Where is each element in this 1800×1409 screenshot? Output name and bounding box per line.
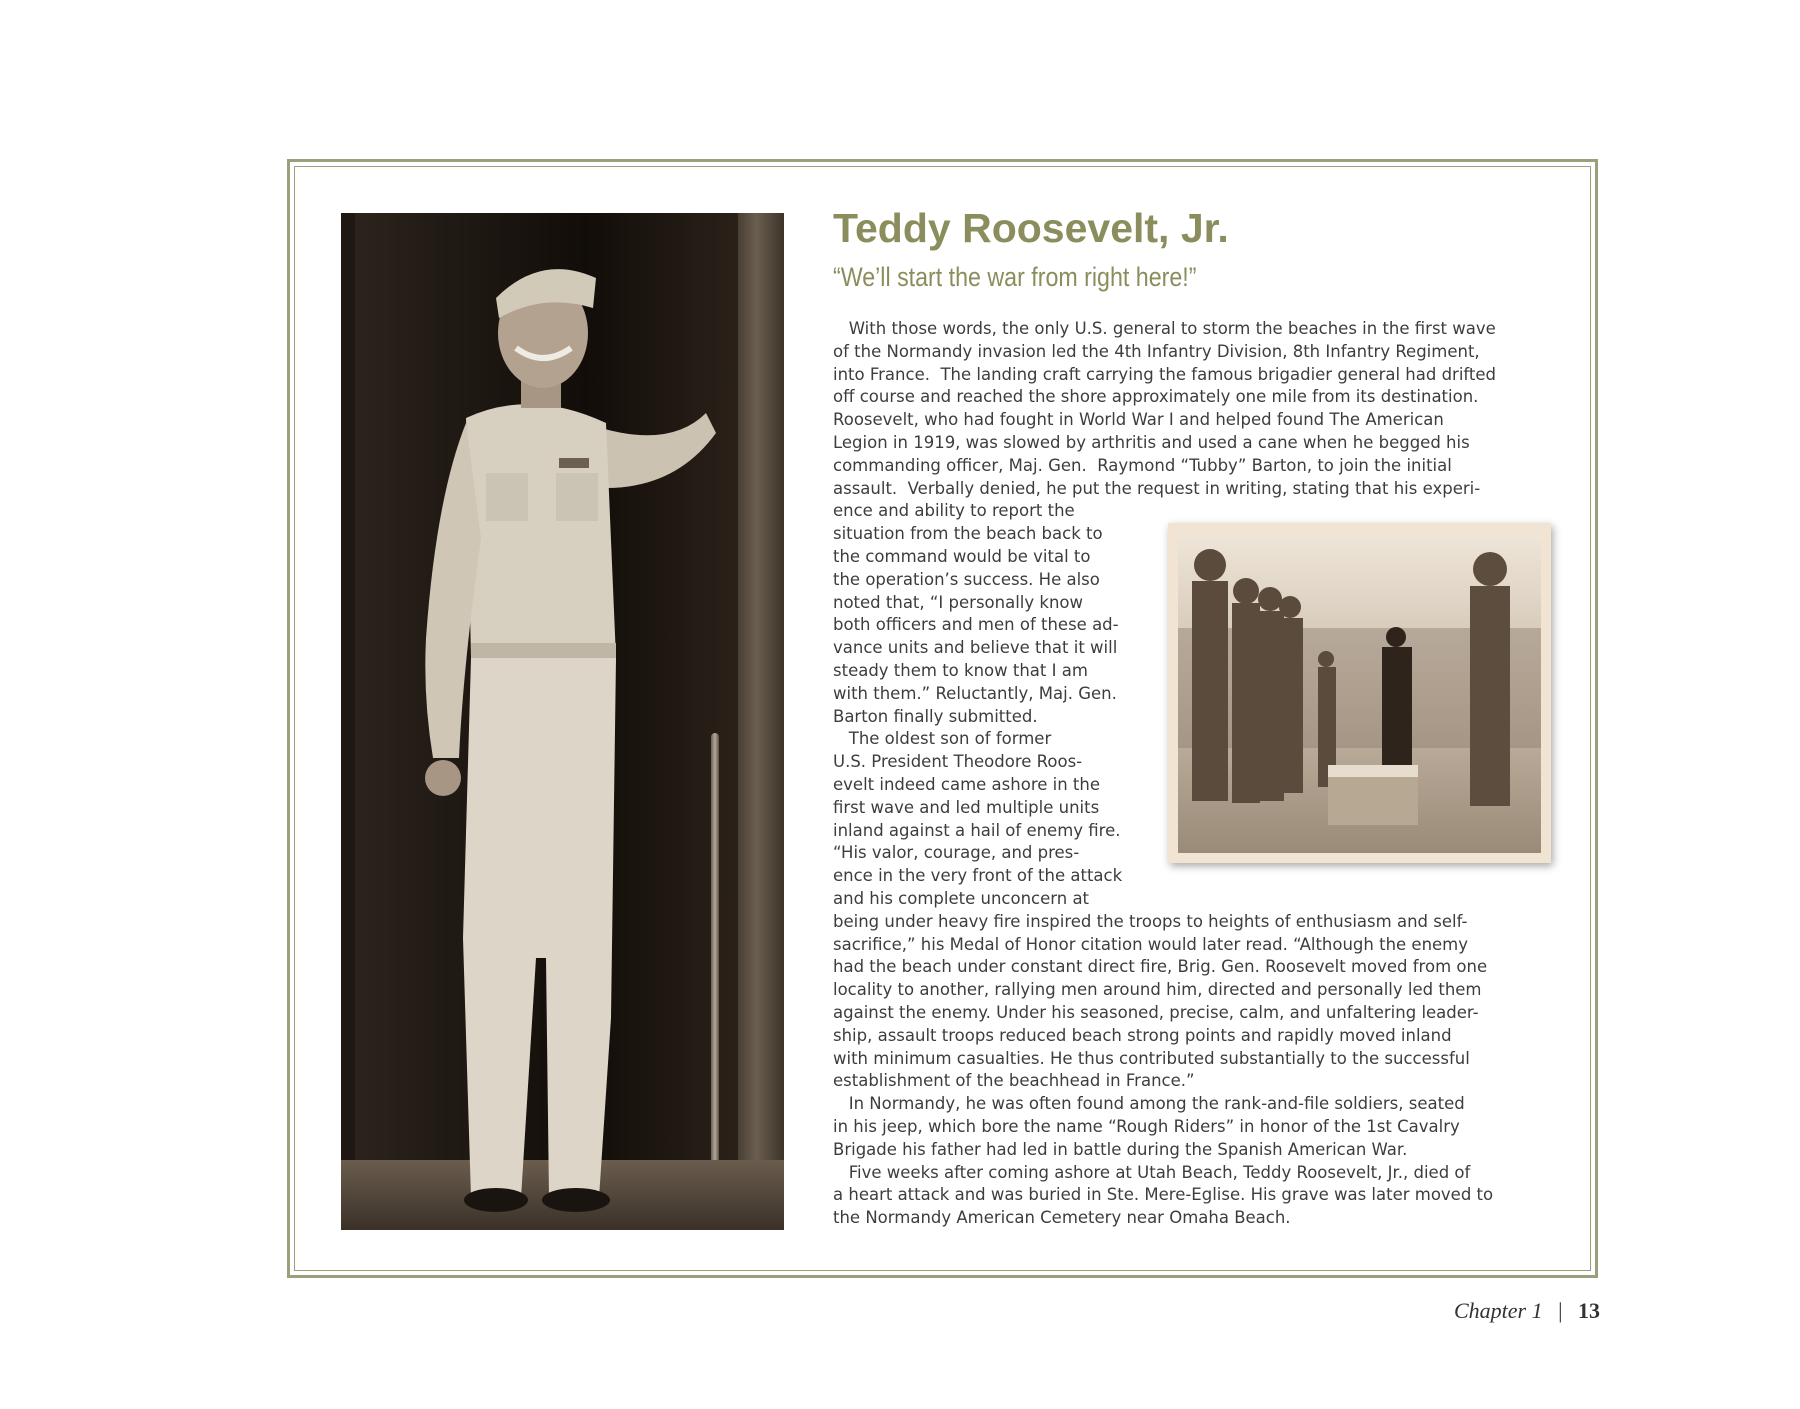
body-line: noted that, “I personally know: [833, 593, 1083, 612]
burial-photo: [1168, 523, 1551, 863]
article-title: Teddy Roosevelt, Jr.: [833, 205, 1229, 251]
body-line: U.S. President Theodore Roos-: [833, 752, 1083, 771]
body-line: “His valor, courage, and pres-: [833, 843, 1080, 862]
body-line: a heart attack and was buried in Ste. Mere-Eglise. His grave was later moved to: [833, 1185, 1494, 1204]
body-line: ence and ability to report the: [833, 501, 1075, 520]
body-line: Five weeks after coming ashore at Utah Beach, Teddy Roosevelt, Jr., died of: [833, 1163, 1471, 1182]
page-footer: [1454, 1298, 1600, 1324]
body-line: evelt indeed came ashore in the: [833, 775, 1100, 794]
body-line: and his complete unconcern at: [833, 889, 1090, 908]
body-line: with minimum casualties. He thus contributed substantially to the successful: [833, 1049, 1470, 1068]
body-line: into France. The landing craft carrying the famous brigadier general had drifted: [833, 365, 1497, 384]
body-line: establishment of the beachhead in France.”: [833, 1071, 1195, 1090]
body-line: the command would be vital to: [833, 547, 1091, 566]
body-line: Brigade his father had led in battle during the Spanish American War.: [833, 1140, 1408, 1159]
body-line: off course and reached the shore approximately one mile from its destination.: [833, 387, 1479, 406]
body-line: The oldest son of former: [833, 729, 1052, 748]
body-line: had the beach under constant direct fire, Brig. Gen. Roosevelt moved from one: [833, 957, 1488, 976]
body-line: with them.” Reluctantly, Maj. Gen.: [833, 684, 1117, 703]
body-line: Roosevelt, who had fought in World War I and helped found The American: [833, 410, 1444, 429]
article-quote: “We’ll start the war from right here!”: [833, 262, 1197, 292]
body-line: being under heavy fire inspired the troops to heights of enthusiasm and self-: [833, 912, 1468, 931]
body-line: ship, assault troops reduced beach strong points and rapidly moved inland: [833, 1026, 1452, 1045]
body-line: both officers and men of these ad-: [833, 615, 1119, 634]
body-line: With those words, the only U.S. general to storm the beaches in the first wave: [833, 319, 1496, 338]
body-line: Legion in 1919, was slowed by arthritis and used a cane when he begged his: [833, 433, 1470, 452]
body-line: assault. Verbally denied, he put the request in writing, stating that his experi-: [833, 479, 1481, 498]
body-line: commanding officer, Maj. Gen. Raymond “Tubby” Barton, to join the initial: [833, 456, 1452, 475]
body-line: ence in the very front of the attack: [833, 866, 1123, 885]
body-line: situation from the beach back to: [833, 524, 1103, 543]
body-line: the operation’s success. He also: [833, 570, 1100, 589]
body-line: inland against a hail of enemy fire.: [833, 821, 1121, 840]
body-line: sacrifice,” his Medal of Honor citation would later read. “Although the enemy: [833, 935, 1469, 954]
body-line: locality to another, rallying men around him, directed and personally led them: [833, 980, 1482, 999]
body-line: the Normandy American Cemetery near Omaha Beach.: [833, 1208, 1291, 1227]
body-line: in his jeep, which bore the name “Rough Riders” in honor of the 1st Cavalry: [833, 1117, 1460, 1136]
body-line: of the Normandy invasion led the 4th Infantry Division, 8th Infantry Regiment,: [833, 342, 1480, 361]
door-frame: [738, 213, 784, 1230]
burial-scene: [1178, 533, 1541, 853]
body-line: against the enemy. Under his seasoned, precise, calm, and unfaltering leader-: [833, 1003, 1479, 1022]
body-line: first wave and led multiple units: [833, 798, 1100, 817]
footer-separator: |: [1558, 1298, 1563, 1323]
body-line: Barton finally submitted.: [833, 707, 1038, 726]
body-line: vance units and believe that it will: [833, 638, 1118, 657]
portrait-photo: [341, 213, 784, 1230]
chapter-label: Chapter 1: [1453, 1298, 1543, 1323]
burial-photo-image: [1178, 533, 1541, 853]
body-line: steady them to know that I am: [833, 661, 1088, 680]
officer-figure: [371, 238, 731, 1218]
body-line: In Normandy, he was often found among the rank-and-file soldiers, seated: [833, 1094, 1465, 1113]
page-number: 13: [1578, 1298, 1600, 1323]
